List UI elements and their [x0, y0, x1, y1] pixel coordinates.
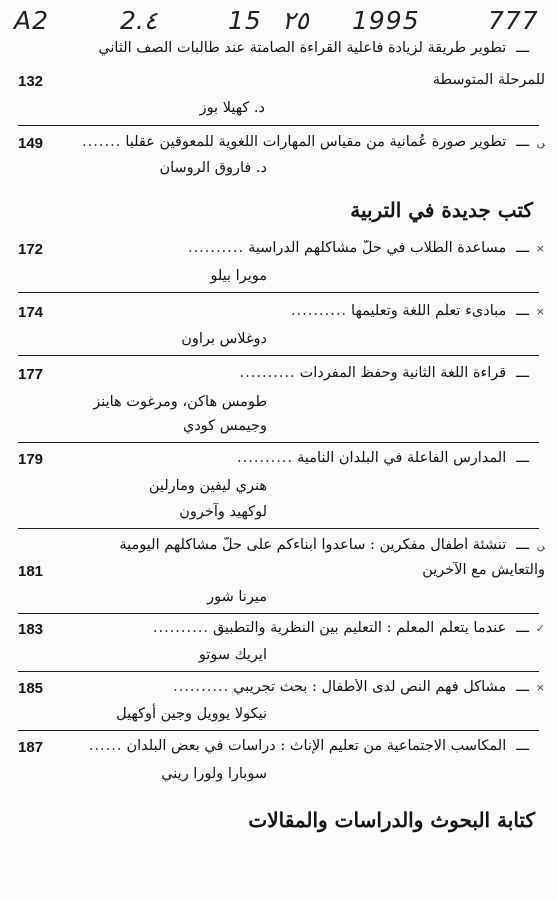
- toc-entry-title: ـــتطوير طريقة لزيادة فاعلية القراءة الصامتة عند طالبات الصف الثاني: [98, 40, 529, 56]
- toc-entry-title: ×ـــمبادىء تعلّم اللغة وتعليمها..........: [290, 303, 545, 319]
- handwritten-number: 15: [228, 6, 262, 35]
- toc-entry-author: د. فاروق الروسان: [159, 160, 267, 176]
- page-number: 149: [18, 135, 44, 152]
- page-number: 174: [18, 304, 44, 321]
- handwritten-year: 1995: [352, 6, 420, 35]
- toc-entry-author: هنري ليفين ومارلين: [148, 478, 267, 494]
- toc-entry-author: مويرا بيلو: [210, 268, 267, 284]
- page-number: 172: [18, 241, 44, 258]
- toc-entry-author: نيكولا يوويل وجين أوكهيل: [116, 706, 267, 722]
- toc-entry-title: ـــالمكاسب الاجتماعية من تعليم الإناث : دراسات في بعض البلدان......: [88, 738, 529, 754]
- page-number: 177: [18, 366, 44, 383]
- page-number: 181: [18, 563, 44, 580]
- margin-mark: ×: [535, 305, 545, 318]
- divider: [18, 125, 539, 126]
- toc-entry-title: ـــالمدارس الفاعلة في البلدان النامية..........: [237, 450, 529, 466]
- toc-entry-title-continued: للمرحلة المتوسطة: [432, 72, 545, 88]
- page-number: 132: [18, 73, 44, 90]
- toc-entry-title: ـــقراءة اللغة الثانية وحفظ المفردات..........: [239, 365, 529, 381]
- page-number: 185: [18, 680, 44, 697]
- toc-entry-author: وجيمس كودي: [182, 418, 267, 434]
- margin-mark: ✓: [535, 622, 545, 635]
- handwritten-number: ٢٥: [282, 6, 309, 35]
- handwritten-page-number: 777: [488, 6, 539, 35]
- page-number: 179: [18, 451, 44, 468]
- divider: [18, 730, 539, 731]
- toc-entry-author: ايريك سوتو: [198, 647, 267, 663]
- toc-entry-author: لوكهيد وآخرون: [179, 504, 267, 520]
- toc-entry-title: ✓ـــعندما يتعلّم المعلّم : التعليم بين النظرية والتطبيق..........: [152, 620, 545, 636]
- margin-mark: ×: [535, 242, 545, 255]
- toc-entry-title: ﮟـــتطوير صورة عُمانية من مقياس المهارات اللغوية للمعوقين عقليا.......: [82, 134, 545, 150]
- margin-mark: ﮟ: [536, 136, 545, 149]
- divider: [18, 442, 539, 443]
- divider: [18, 671, 539, 672]
- section-heading: كتب جديدة في التربية: [350, 198, 533, 222]
- section-heading: كتابة البحوث والدراسات والمقالات: [248, 808, 535, 832]
- handwritten-number: 2.٤: [120, 6, 158, 35]
- page-number: 183: [18, 621, 44, 638]
- toc-entry-author: دوغلاس براون: [181, 331, 267, 347]
- toc-entry-title: ﮟـــتنشئة أطفال مفكرين : ساعدوا أبناءكم على حلّ مشاكلهم اليومية: [119, 537, 545, 553]
- divider: [18, 528, 539, 529]
- toc-entry-author: د. كهيلا بوز: [199, 100, 265, 116]
- toc-entry-title: ×ـــمساعدة الطلاب في حلّ مشاكلهم الدراسية..........: [187, 240, 545, 256]
- page-number: 187: [18, 739, 44, 756]
- handwritten-code: A2: [14, 6, 50, 35]
- margin-mark: ×: [535, 681, 545, 694]
- toc-entry-author: سوبارا ولورا ريني: [161, 766, 267, 782]
- toc-entry-author: طومس هاكن، ومرغوت هاينز: [93, 394, 267, 410]
- divider: [18, 292, 539, 293]
- divider: [18, 613, 539, 614]
- toc-entry-title: ×ـــمشاكل فهم النص لدى الأطفال : بحث تجريبي..........: [173, 679, 545, 695]
- toc-entry-title-continued: والتعايش مع الآخرين: [422, 562, 545, 578]
- toc-entry-author: ميرنا شور: [207, 589, 267, 605]
- divider: [18, 355, 539, 356]
- margin-mark: ﮟ: [536, 539, 545, 552]
